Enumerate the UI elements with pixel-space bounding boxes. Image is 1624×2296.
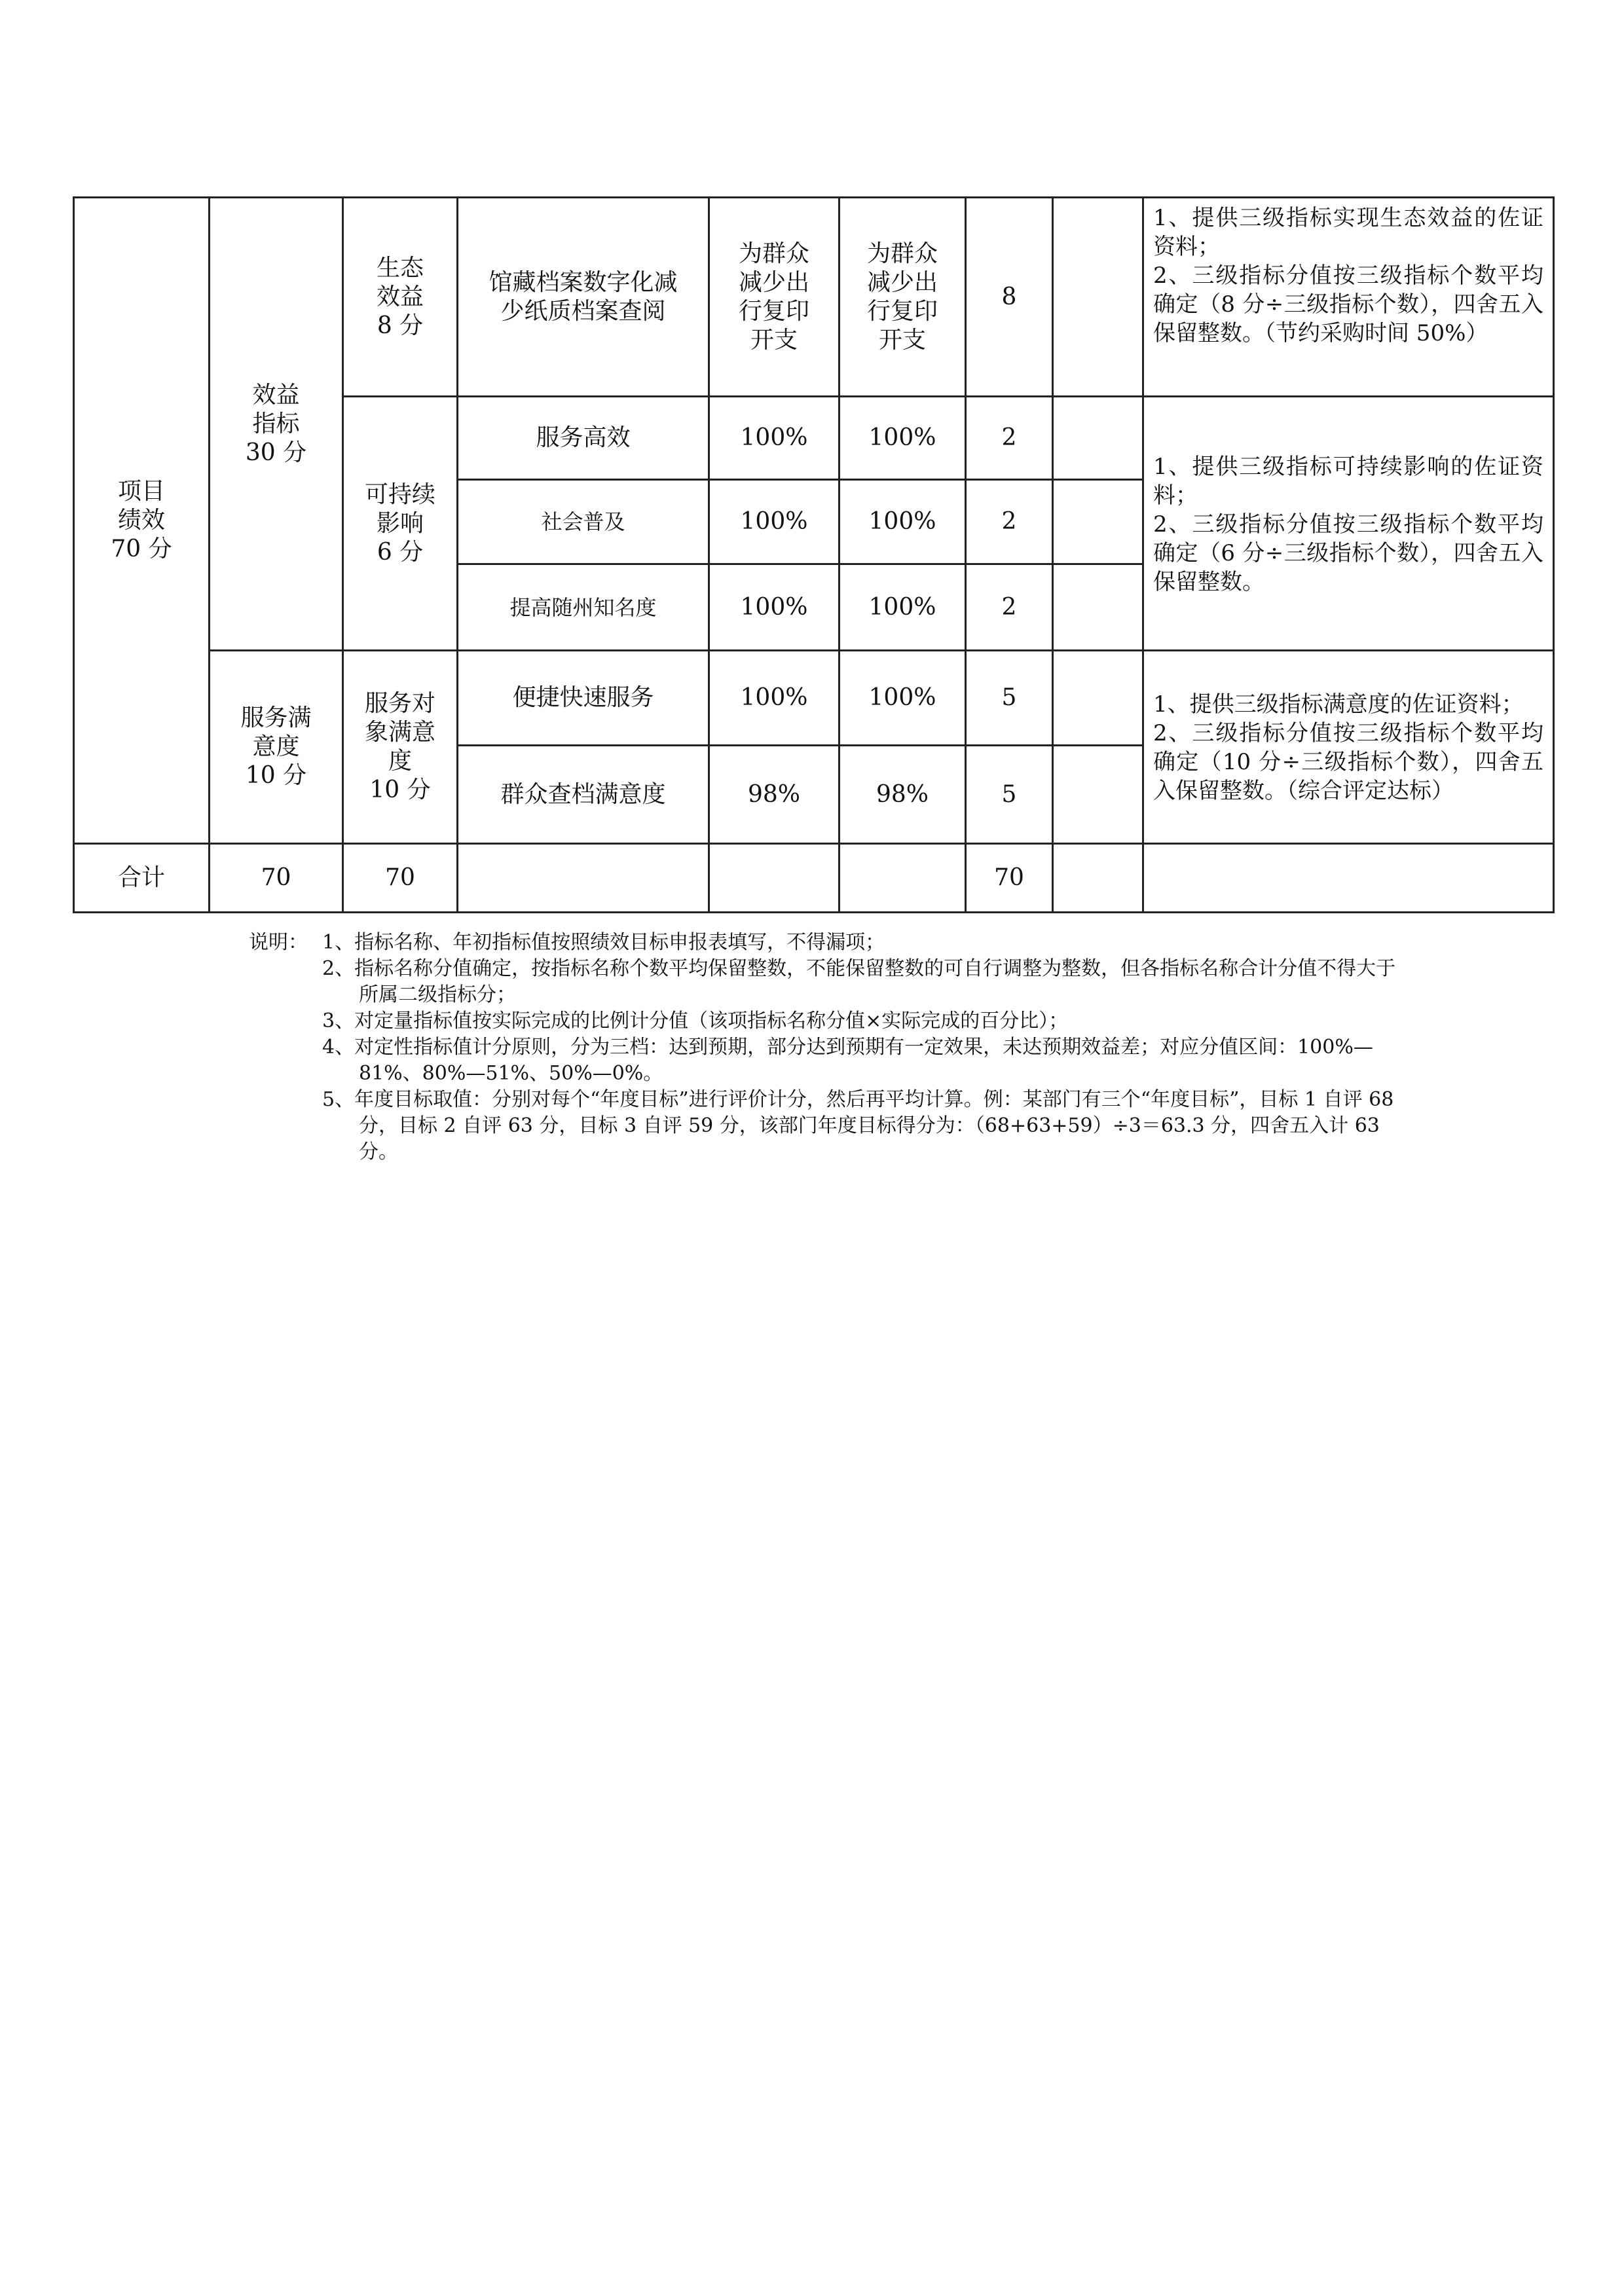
- satisfaction-actual-cell: 100%: [840, 651, 966, 746]
- sustain-target-cell: 100%: [709, 480, 840, 564]
- satisfaction-target-cell: 98%: [709, 746, 840, 844]
- satisfaction-self-score-cell: [1053, 746, 1143, 844]
- total-level3-cell: 70: [343, 844, 458, 913]
- satisfaction-level2-cell: 服务满 意度 10 分: [210, 651, 343, 844]
- eco-level3-cell: 生态 效益 8 分: [343, 198, 458, 397]
- sustain-score-cell: 2: [966, 480, 1053, 564]
- explanation-text: 3、对定量指标值按实际完成的比例计分值（该项指标名称分值×实际完成的百分比）；: [322, 1010, 1069, 1032]
- total-name-cell: [458, 844, 709, 913]
- explanation-text: 4、对定性指标值计分原则，分为三档：达到预期，部分达到预期有一定效果，未达预期效益差；对应分值区间：100%—81%、80%—51%、50%—0%。: [322, 1036, 1373, 1085]
- benefit-level2-cell: 效益 指标 30 分: [210, 198, 343, 651]
- explanation-text: 2、指标名称分值确定，按指标名称个数平均保留整数，不能保留整数的可自行调整为整数，但各指标名称合计分值不得大于所属二级指标分；: [322, 957, 1396, 1006]
- table-row-eco: [74, 198, 1554, 397]
- eco-name-cell: 馆藏档案数字化减 少纸质档案查阅: [458, 198, 709, 397]
- sustain-actual-cell: 100%: [840, 480, 966, 564]
- sustain-self-score-cell: [1053, 564, 1143, 651]
- total-score-cell: 70: [966, 844, 1053, 913]
- explanation-item: [249, 1087, 1401, 1165]
- eco-target-cell: 为群众 减少出 行复印 开支: [709, 198, 840, 397]
- sustain-name-cell: 提高随州知名度: [458, 564, 709, 651]
- explanation-lead: 说明：: [249, 931, 308, 954]
- sustain-score-cell: 2: [966, 397, 1053, 480]
- explanation-item: [249, 1034, 1401, 1087]
- sustain-self-score-cell: [1053, 480, 1143, 564]
- explanation-item: [249, 930, 1401, 956]
- total-self-score-cell: [1053, 844, 1143, 913]
- total-level2-cell: 70: [210, 844, 343, 913]
- sustain-name-cell: 服务高效: [458, 397, 709, 480]
- eco-note-cell: 1、提供三级指标实现生态效益的佐证资料； 2、三级指标分值按三级指标个数平均确定（8 分÷三级指标个数），四舍五入保留整数。（节约采购时间 50%）: [1143, 198, 1554, 397]
- table-row: [74, 651, 1554, 746]
- sustain-actual-cell: 100%: [840, 397, 966, 480]
- satisfaction-note-cell: 1、提供三级指标满意度的佐证资料； 2、三级指标分值按三级指标个数平均确定（10 分÷三级指标个数），四舍五入保留整数。（综合评定达标）: [1143, 651, 1554, 844]
- total-actual-cell: [840, 844, 966, 913]
- eco-self-score-cell: [1053, 198, 1143, 397]
- performance-table: [73, 196, 1555, 913]
- sustain-actual-cell: 100%: [840, 564, 966, 651]
- explanation-item: [249, 1008, 1401, 1034]
- sustain-self-score-cell: [1053, 397, 1143, 480]
- satisfaction-actual-cell: 98%: [840, 746, 966, 844]
- satisfaction-name-cell: 群众查档满意度: [458, 746, 709, 844]
- sustain-target-cell: 100%: [709, 564, 840, 651]
- total-note-cell: [1143, 844, 1554, 913]
- explanation-item: [249, 956, 1401, 1008]
- satisfaction-name-cell: 便捷快速服务: [458, 651, 709, 746]
- sustain-level3-cell: 可持续 影响 6 分: [343, 397, 458, 651]
- explanation-text: 1、指标名称、年初指标值按照绩效目标申报表填写，不得漏项；: [322, 931, 885, 954]
- sustain-name-cell: 社会普及: [458, 480, 709, 564]
- total-label-cell: 合计: [74, 844, 210, 913]
- total-row: [74, 844, 1554, 913]
- satisfaction-target-cell: 100%: [709, 651, 840, 746]
- total-target-cell: [709, 844, 840, 913]
- sustain-note-cell: 1、提供三级指标可持续影响的佐证资料； 2、三级指标分值按三级指标个数平均确定（6 分÷三级指标个数），四舍五入保留整数。: [1143, 397, 1554, 651]
- satisfaction-level3-cell: 服务对 象满意 度 10 分: [343, 651, 458, 844]
- eco-score-cell: 8: [966, 198, 1053, 397]
- explanation-notes: [249, 930, 1401, 1165]
- satisfaction-score-cell: 5: [966, 746, 1053, 844]
- sustain-target-cell: 100%: [709, 397, 840, 480]
- sustain-score-cell: 2: [966, 564, 1053, 651]
- satisfaction-self-score-cell: [1053, 651, 1143, 746]
- satisfaction-score-cell: 5: [966, 651, 1053, 746]
- explanation-text: 5、年度目标取值：分别对每个“年度目标”进行评价计分，然后再平均计算。例：某部门有三个“年度目标”，目标 1 自评 68 分，目标 2 自评 63 分，目标 3 自评 59 分，该部门年度目标得分为：（68+63+59）÷3＝63.3 分，四舍五入计 63 分。: [322, 1088, 1394, 1163]
- eco-actual-cell: 为群众 减少出 行复印 开支: [840, 198, 966, 397]
- level1-indicator-cell: 项目 绩效 70 分: [74, 198, 210, 844]
